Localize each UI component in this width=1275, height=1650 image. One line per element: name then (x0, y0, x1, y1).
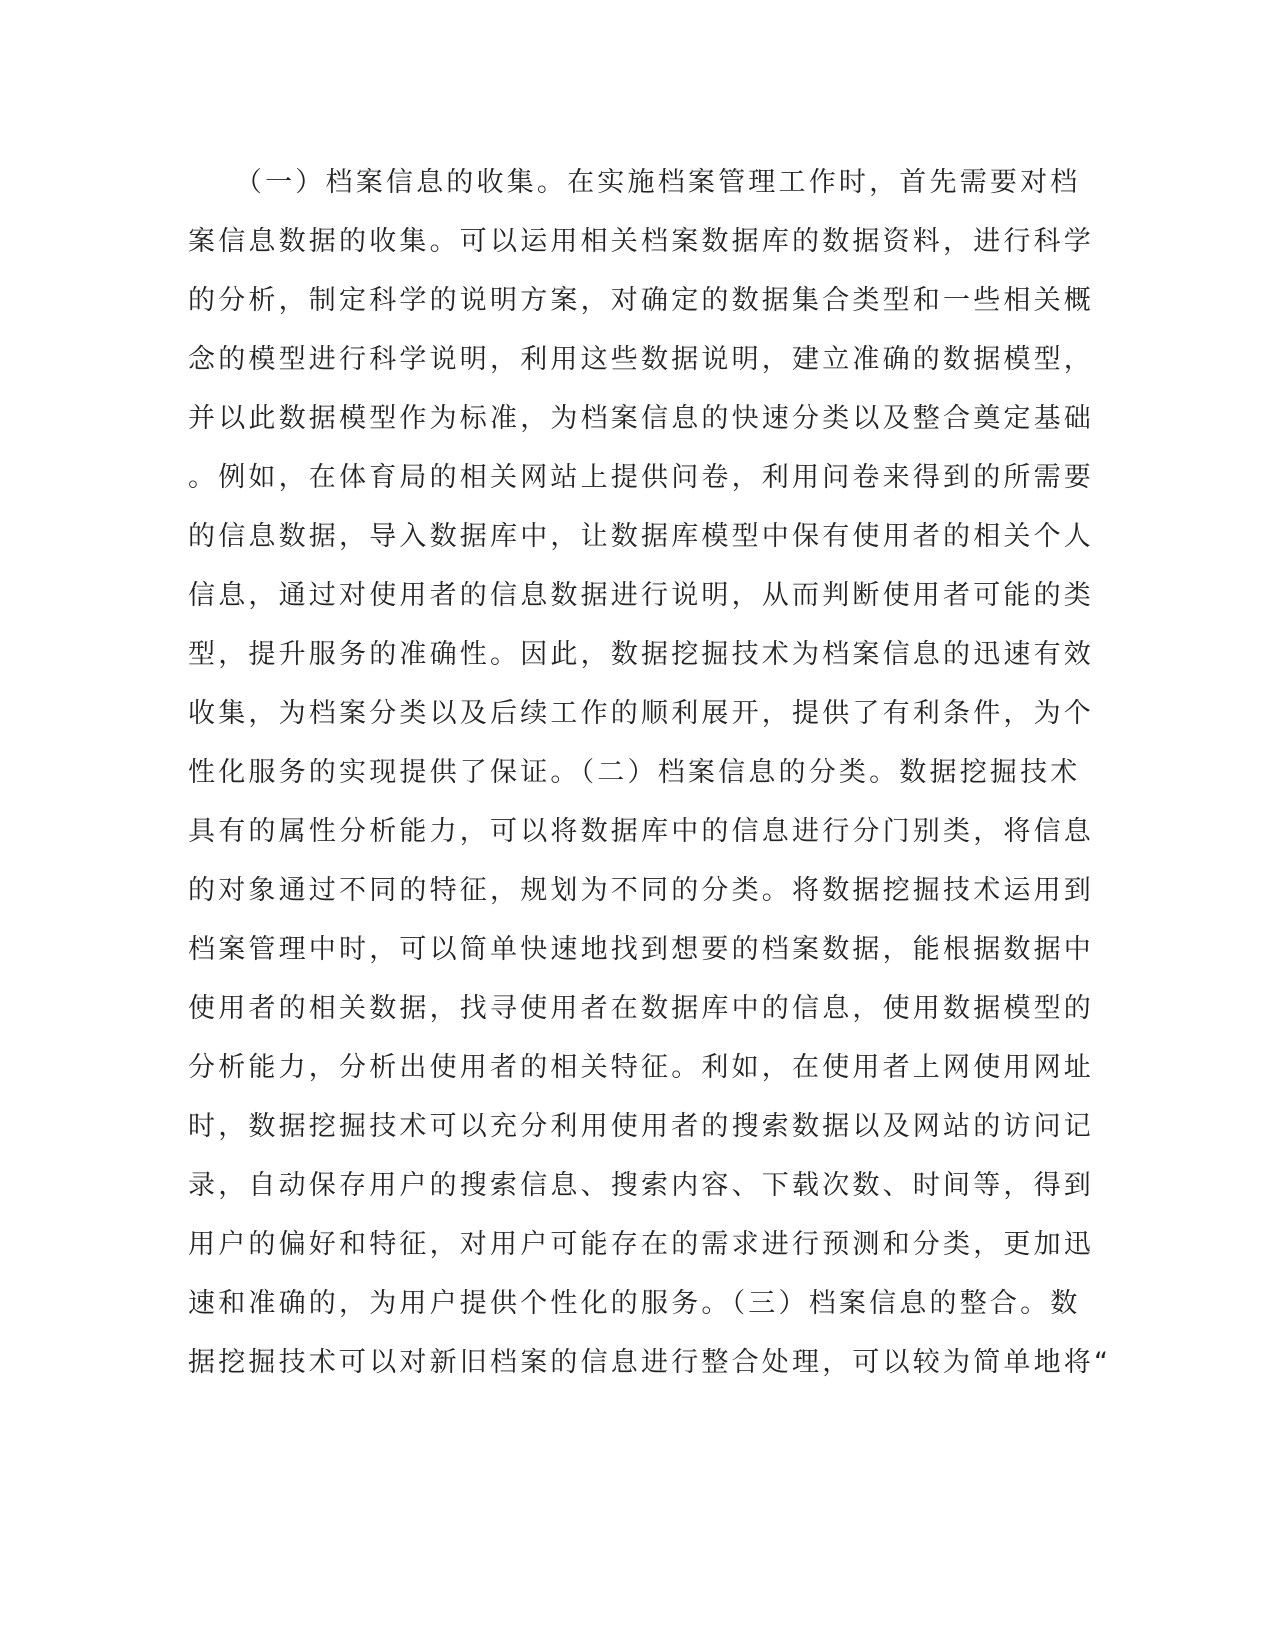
text-line: 信息，通过对使用者的信息数据进行说明，从而判断使用者可能的类 (188, 580, 1094, 611)
text-line: 据挖掘技术可以对新旧档案的信息进行整合处理，可以较为简单地将“ (188, 1347, 1112, 1378)
text-line: 的对象通过不同的特征，规划为不同的分类。将数据挖掘技术运用到 (188, 875, 1094, 906)
text-line: 案信息数据的收集。可以运用相关档案数据库的数据资料，进行科学 (188, 226, 1094, 257)
text-line: 。例如，在体育局的相关网站上提供问卷，利用问卷来得到的所需要 (188, 462, 1094, 493)
text-line: 念的模型进行科学说明，利用这些数据说明，建立准确的数据模型， (188, 344, 1094, 375)
text-line: 收集，为档案分类以及后续工作的顺利展开，提供了有利条件，为个 (188, 698, 1094, 729)
text-line: 档案管理中时，可以简单快速地找到想要的档案数据，能根据数据中 (188, 934, 1094, 965)
text-line: 并以此数据模型作为标准，为档案信息的快速分类以及整合奠定基础 (188, 403, 1094, 434)
text-line: 分析能力，分析出使用者的相关特征。利如，在使用者上网使用网址 (188, 1052, 1094, 1083)
text-line: 使用者的相关数据，找寻使用者在数据库中的信息，使用数据模型的 (188, 993, 1094, 1024)
text-line: 的信息数据，导入数据库中，让数据库模型中保有使用者的相关个人 (188, 521, 1094, 552)
text-line: 的分析，制定科学的说明方案，对确定的数据集合类型和一些相关概 (188, 285, 1094, 316)
text-line: （一）档案信息的收集。在实施档案管理工作时，首先需要对档 (188, 167, 1081, 198)
text-line: 录，自动保存用户的搜索信息、搜索内容、下载次数、时间等，得到 (188, 1170, 1094, 1201)
text-line: 性化服务的实现提供了保证。（二）档案信息的分类。数据挖掘技术 (188, 757, 1081, 788)
text-line: 具有的属性分析能力，可以将数据库中的信息进行分门别类，将信息 (188, 816, 1094, 847)
text-line: 用户的偏好和特征，对用户可能存在的需求进行预测和分类，更加迅 (188, 1229, 1094, 1260)
text-line: 型，提升服务的准确性。因此，数据挖掘技术为档案信息的迅速有效 (188, 639, 1094, 670)
text-line: 速和准确的，为用户提供个性化的服务。（三）档案信息的整合。数 (188, 1288, 1081, 1319)
text-line: 时，数据挖掘技术可以充分利用使用者的搜索数据以及网站的访问记 (188, 1111, 1094, 1142)
